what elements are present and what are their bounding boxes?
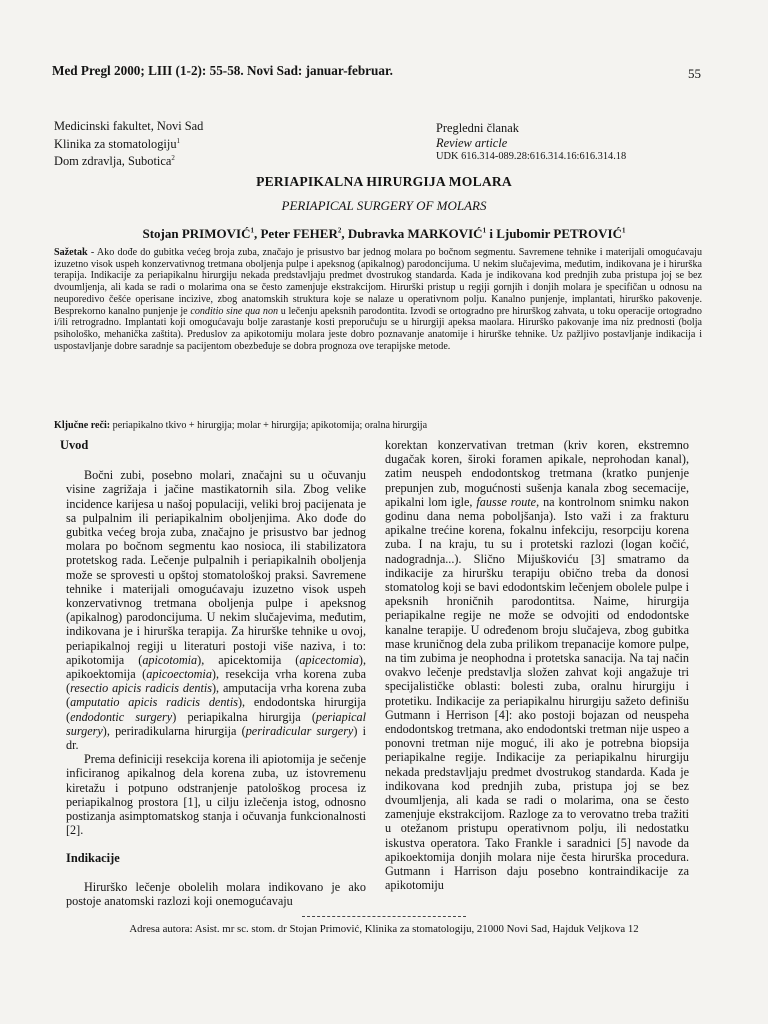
author-address: Adresa autora: Asist. mr sc. stom. dr Stojan Primović, Klinika za stomatologiju, 21000 Novi Sad, Hajduk Veljkova 12 xyxy=(129,923,639,935)
abstract: Sažetak - Ako dođe do gubitka većeg broja zuba, značajo je prisustvo bar jednog molara po bočnom segmentu. Savremene tehnike i materijali omogućavaju izuzetno visok uspeh konzervativnog tretmana oboljenja pulpe i apeksnog (apikalnog) parodoncijuma. U nekim slučajevima, međutim, indikovana je i hirurška terapija. Indikacije za periapikalnu hirurgiju nekada predstavljaju predmet dvostrukog standarda. Kada je indikovana kod prednjih zuba pristupa joj se bez dvoumljenja, ali kada se radi o molarima ona se često zamenjuje ekstrakcijom. Hirurški pristup u regiji gornjih i donjih molara je specifičan u odnosu na neuporedivo češće operisane incizive, zbog anatomskih struktura koje se nalaze u operativnom polju. Kanalno punjenje, implantati, hirurško pakovenje. Besprekorno kanalno punjenje je conditio sine qua non u lečenju apeksnih parodontita. Izvodi se ortogradno pre hirurškog zahvata, u toku operacije ortogradno i/ili retrogradno. Implantati koji omogućavaju bolje zarastanje kosti preporučuju se u hirurgiji apeksa maolara. Hirurško pakovanje ima niz prednosti (bolja psihološko, mehanička zaštita). Preduslov za apikotomiju molara jeste dobro poznavanje anatomije i hirurške tehnike. Uz pažljivo postavljanje indikacija i uspostavljanje dobre saradnje sa pacijentom obezbeđuje se dobra prognoza ove terapijske metode. xyxy=(54,247,702,352)
affiliation-block xyxy=(54,119,203,169)
article-type-local: Pregledni članak xyxy=(436,121,519,135)
article-subtitle: PERIAPICAL SURGERY OF MOLARS xyxy=(281,198,487,213)
page-number: 55 xyxy=(688,66,701,81)
article-type-english: Review article xyxy=(436,135,508,150)
section-heading-indikacije: Indikacije xyxy=(66,851,120,866)
paragraph: Hirurško lečenje obolelih molara indikovano je ako postoje anatomski razlozi koji onemogućavaju xyxy=(66,879,366,908)
keywords-label: Ključne reči: xyxy=(54,420,111,431)
footnote-divider xyxy=(302,916,466,917)
paragraph: Prema definiciji resekcija korena ili apiotomija je sečenje inficiranog apikalnog dela korena zuba, uz istovremenu kiretažu i potpuno odstranjenje patološkog procesa iz periapikalnog prostora [1], u cilju izlečenja istog, odnosno postizanja asimptomatskog stanja i očuvanja funkcionalnosti [2]. xyxy=(66,752,366,838)
affiliation-line-3: Dom zdravlja, Subotica$^2$ xyxy=(54,154,175,169)
author-name: Dubravka MARKOVIĆ xyxy=(347,226,483,241)
article-type-block xyxy=(436,121,626,165)
author-name: Stojan PRIMOVIĆ xyxy=(142,226,251,241)
author-name: Ljubomir PETROVIĆ xyxy=(496,226,623,241)
affiliation-line-1: Medicinski fakultet, Novi Sad xyxy=(54,119,204,133)
paragraph: korektan konzervativan tretman (kriv koren, ekstremno dugačak koren, široki foramen apikale, neprohodan kanal), zatim neuspeh endodontskog tretmana (kratko punjenje prepunjen zub, mogućnosti sušenja kanala zbog secemacije, apikalni lom igle, fausse route, na kontrolnom snimku nakon godinu dana nema poboljšanja). Isto važi i za frakturu apikalne trećine korena, fokalnu infekciju, resorpciju korena zuba. I na kraju, tu su i protetski razlozi (logan kočić, nadogradnja...). Slično Mijuškoviću [3] smatramo da indikacije za hiruršku terapiju obično treba da donosi stomatolog koji se bavi edodontskim lečenjem obolele pulpe i apeksnih hroničnih parodontitsa. Naime, hirurgija periapikalne regije ne može se odvojiti od endodontske kanalne terapije. U određenom broju slučajeva, zbog gubitka mase kruničnog dela zuba prilikom trepanacije komore pulpe, na tim zubima je neophodna i protetska sanacija. Na taj način ovakvo lečenje predstavlja složen zahvat koji angažuje tri specijalističke oblasti: bolesti zuba, oralnu hirurgiju i protetiku. Indikacije za periapikalnu hirurgiju sažeto definišu Gutmann i Herrison [4]: ako postoji bojazan od neuspeha endodontskog tretmana, ako endodontski tretman nije uspeo a ponovni tretman nije moguć, ili ako je potrebna biopsija periapikalne regije. Indikacije za periapikalnu hirurgiju nekada predstavljaju predmet dvostrukog standarda. Kada je indikovana kod prednjih zuba, pristupa joj se bez dvoumljenja, ali kada se radi o molarima, ona se često zamenjuje ekstrakcijom. Razloge za to verovatno treba tražiti u otežanom pristupu operativnom polju, ili nedostatku iskustva operatora. Tako Frankle i saradnici [5] navode da apikoektomija donjih molara nije česta hirurška procedura. Gutmann i Harrison daju posebno kontraindikacije za apikotomiju xyxy=(385,438,689,893)
right-column xyxy=(385,438,689,893)
article-title: PERIAPIKALNA HIRURGIJA MOLARA xyxy=(256,174,512,189)
keywords: Ključne reči: periapikalno tkivo + hirurgija; molar + hirurgija; apikotomija; oralna hirurgija xyxy=(54,420,428,431)
left-column xyxy=(60,438,367,908)
section-heading-uvod: Uvod xyxy=(60,438,89,452)
affiliation-line-2: Klinika za stomatologiju$^1$ xyxy=(54,136,181,151)
udk-code: UDK 616.314-089.28:616.314.16:616.314.18 xyxy=(436,151,627,163)
author-name: Peter FEHER xyxy=(260,226,338,241)
paragraph: Bočni zubi, posebno molari, značajni su u očuvanju visine zagrižaja i jačine mastikatornih sila. Zbog velike incidence karijesa u našoj populaciji, veliki broj pacijenata je sa pulpalnim ili periapikalnim oboljenjima. Ako dođe do gubitka većeg broja zuba, značajno je prisustvo bar jednog molara po bočnom segmentu kao nosioca, ili stabilizatora protetskog rada. Lečenje pulpalnih i periapikalnih oboljenja može se sprovesti u opštoj stomatološkoj praksi. Savremene tehnike i materijali omogućavaju izuzetno visok uspeh konzervativnog tretmana oboljenja pulpe i apeksnog (apikalnog) parodoncijuma. U nekim slučajevima, međutim, indikovana je i hirurška terapija. Za hirurške tehnike u ovoj, periapikalnoj regiji u literaturi postoji više naziva, i to: apikotomija (apicotomia), apicektomija (apicectomia), apikoektomija (apicoectomia), resekcija vrha korena zuba (resectio apicis radicis dentis), amputacija vrha korena zuba (amputatio apicis radicis dentis), endodontska hirurgija (endodontic surgery) periapikalna hirurgija (periapical surgery), periradikularna hirurgija (periradicular surgery) i dr. xyxy=(66,468,367,753)
abstract-label: Sažetak xyxy=(54,247,88,258)
author-list: Stojan PRIMOVIĆ$^1$, Peter FEHER$^2$, Dubravka MARKOVIĆ$^1$ i Ljubomir PETROVIĆ$^1$ xyxy=(142,226,626,241)
journal-citation: Med Pregl 2000; LIII (1-2): 55-58. Novi Sad: januar-februar. xyxy=(52,63,393,78)
